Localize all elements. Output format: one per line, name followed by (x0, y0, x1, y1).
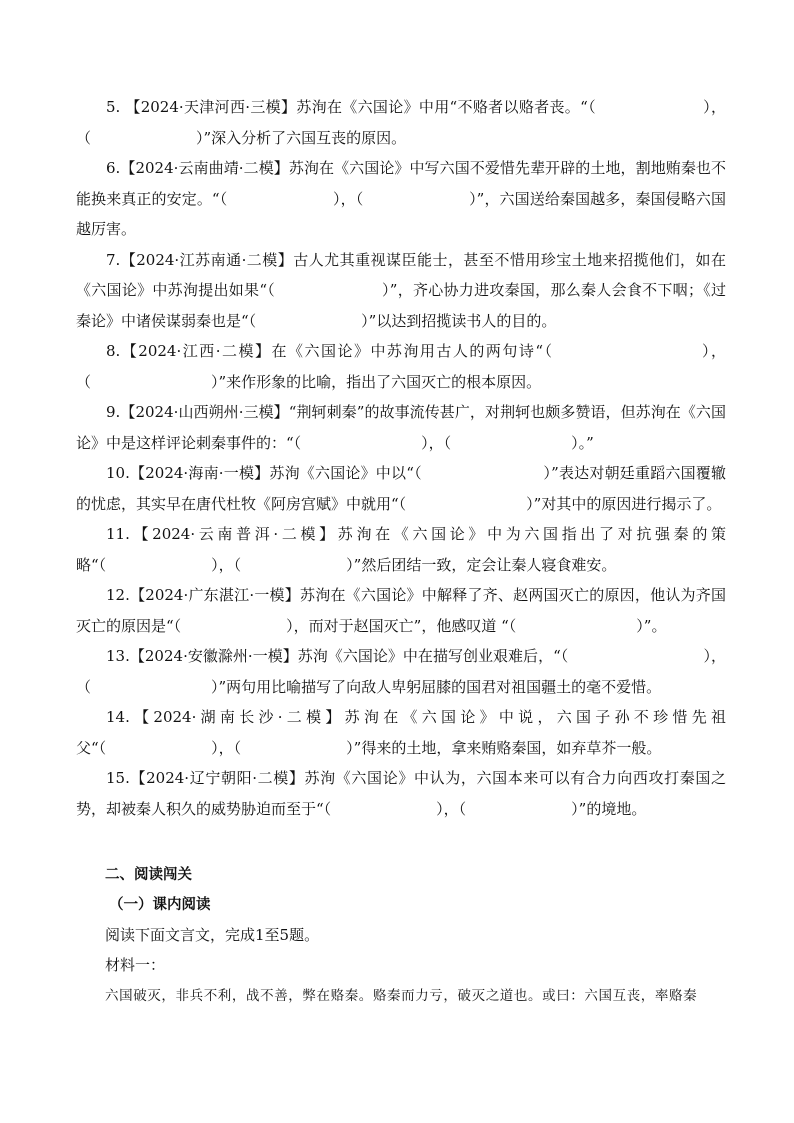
question-5: 5. 【2024·天津河西·三模】苏洵在《六国论》中用“不赂者以赂者丧。“（ ），（ ）”深入分析了六国互丧的原因。 (76, 98, 726, 147)
material-label: 材料一： (105, 956, 166, 974)
question-14: 14.【2024·湖南长沙·二模】苏洵在《六国论》中说，六国子孙不珍惜先祖父“（ ），（ ）”得来的土地，拿来贿赂秦国，如弃草芥一般。 (76, 708, 726, 757)
question-6: 6.【2024·云南曲靖·二模】苏洵在《六国论》中写六国不爱惜先辈开辟的土地，割地贿秦也不能换来真正的安定。“（ ），（ ）”，六国送给秦国越多，秦国侵略六国越厉害。 (76, 159, 726, 238)
passage-text: 六国破灭，非兵不利，战不善，弊在赂秦。赂秦而力亏，破灭之道也。或曰：六国互丧，率赂秦 (105, 988, 698, 1004)
document-page (76, 92, 726, 824)
reading-section (76, 860, 726, 1012)
question-15: 15.【2024·辽宁朝阳·二模】苏洵《六国论》中认为，六国本来可以有合力向西攻打秦国之势，却被秦人积久的威势胁迫而至于“（ ），（ ）”的境地。 (76, 769, 726, 818)
instruction: 阅读下面文言文，完成1至5题。 (105, 926, 320, 944)
section-title: 二、阅读闯关 (105, 867, 192, 883)
question-11: 11.【2024·云南普洱·二模】苏洵在《六国论》中为六国指出了对抗强秦的策略“（ ），（ ）”然后团结一致，定会让秦人寝食难安。 (76, 525, 726, 574)
subsection-title: （一）课内阅读 (109, 897, 211, 913)
question-13: 13.【2024·安徽滁州·一模】苏洵《六国论》中在描写创业艰难后，“（ ），（ ）”两句用比喻描写了向敌人卑躬屈膝的国君对祖国疆土的毫不爱惜。 (76, 647, 726, 696)
question-8: 8.【2024·江西·二模】在《六国论》中苏洵用古人的两句诗“（ ），（ ）”来作形象的比喻，指出了六国灭亡的根本原因。 (76, 342, 726, 391)
question-9: 9.【2024·山西朔州·三模】“荆轲刺秦”的故事流传甚广，对荆轲也颇多赞语，但苏洵在《六国论》中是这样评论刺秦事件的：“（ ），（ ）。” (76, 403, 726, 452)
question-12: 12.【2024·广东湛江·一模】苏洵在《六国论》中解释了齐、赵两国灭亡的原因，他认为齐国灭亡的原因是“（ ），而对于赵国灭亡”，他感叹道 “（ ）”。 (76, 586, 726, 635)
question-7: 7.【2024·江苏南通·二模】古人尤其重视谋臣能士，甚至不惜用珍宝土地来招揽他们，如在《六国论》中苏洵提出如果“（ ）”，齐心协力进攻秦国，那么秦人会食不下咽；《过秦论》中诸侯谋弱秦也是“（ ）”以达到招揽读书人的目的。 (76, 250, 726, 330)
question-10: 10.【2024·海南·一模】苏洵《六国论》中以“（ ）”表达对朝廷重蹈六国覆辙的忧虑，其实早在唐代杜牧《阿房宫赋》中就用“（ ）”对其中的原因进行揭示了。 (76, 464, 726, 513)
